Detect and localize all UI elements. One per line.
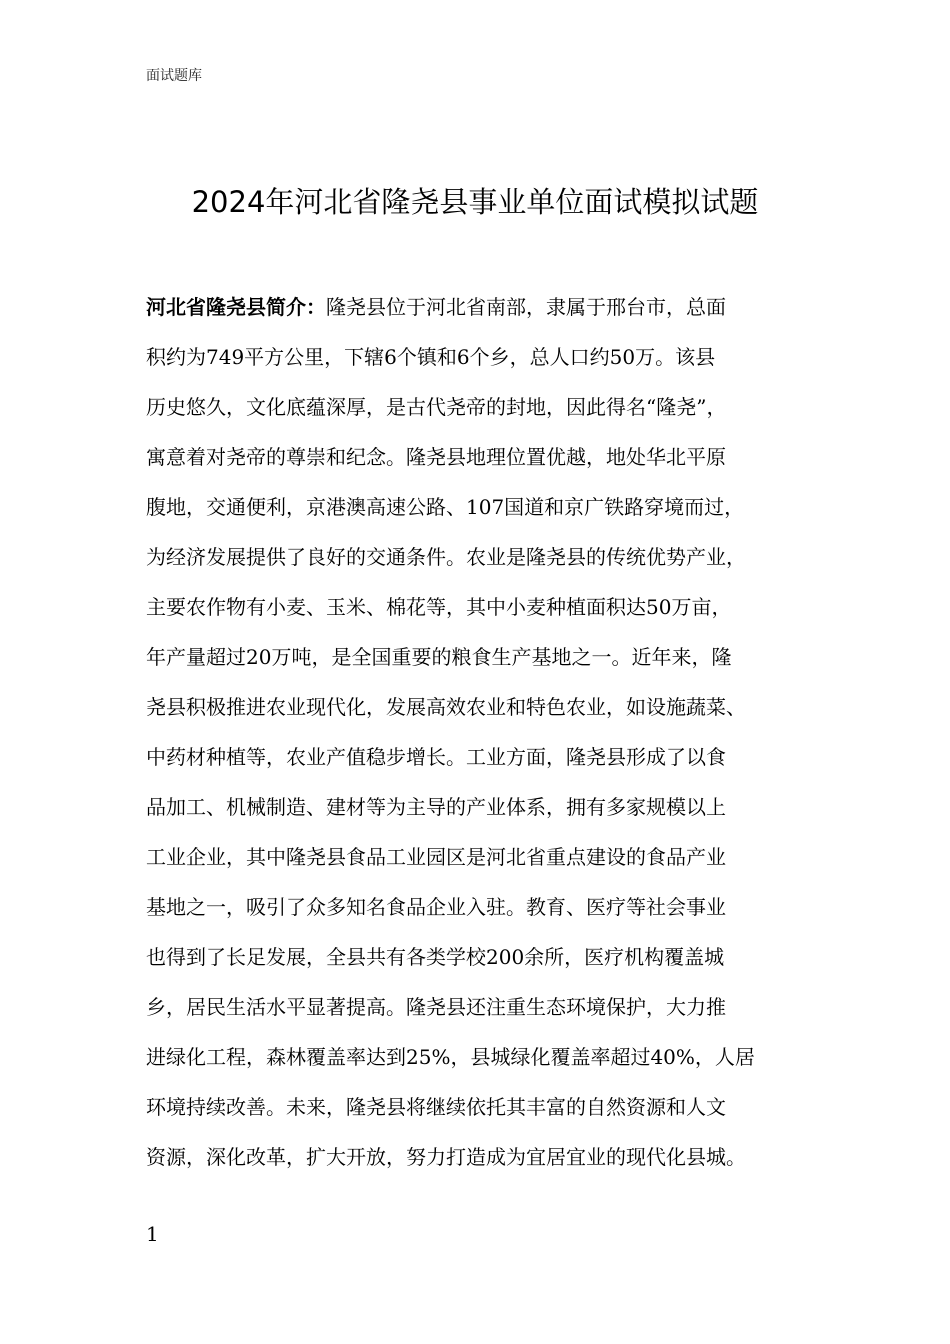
paragraph-line: 工业企业，其中隆尧县食品工业园区是河北省重点建设的食品产业 bbox=[146, 845, 726, 869]
page-header: 面试题库 bbox=[146, 68, 202, 84]
paragraph-line: 进绿化工程，森林覆盖率达到25%，县城绿化覆盖率超过40%，人居 bbox=[146, 1045, 755, 1069]
paragraph-line: 年产量超过20万吨，是全国重要的粮食生产基地之一。近年来，隆 bbox=[146, 645, 732, 669]
document-title: 2024年河北省隆尧县事业单位面试模拟试题 bbox=[191, 185, 759, 219]
paragraph-line-text: 隆尧县位于河北省南部，隶属于邢台市，总面 bbox=[326, 295, 726, 319]
paragraph-line bbox=[146, 282, 755, 332]
paragraph-line: 主要农作物有小麦、玉米、棉花等，其中小麦种植面积达50万亩， bbox=[146, 595, 732, 619]
paragraph-line: 积约为749平方公里，下辖6个镇和6个乡，总人口约50万。该县 bbox=[146, 345, 716, 369]
paragraph-line: 历史悠久，文化底蕴深厚，是古代尧帝的封地，因此得名“隆尧”， bbox=[146, 395, 727, 419]
paragraph-line: 环境持续改善。未来，隆尧县将继续依托其丰富的自然资源和人文 bbox=[146, 1095, 726, 1119]
paragraph-line: 腹地，交通便利，京港澳高速公路、107国道和京广铁路穿境而过， bbox=[146, 495, 745, 519]
page-number: 1 bbox=[146, 1222, 159, 1246]
paragraph-line: 也得到了长足发展，全县共有各类学校200余所，医疗机构覆盖城 bbox=[146, 945, 725, 969]
intro-paragraph bbox=[146, 282, 755, 1182]
paragraph-line: 基地之一，吸引了众多知名食品企业入驻。教育、医疗等社会事业 bbox=[146, 895, 726, 919]
paragraph-line: 中药材种植等，农业产值稳步增长。工业方面，隆尧县形成了以食 bbox=[146, 745, 726, 769]
paragraph-line: 尧县积极推进农业现代化，发展高效农业和特色农业，如设施蔬菜、 bbox=[146, 695, 746, 719]
paragraph-line: 资源，深化改革，扩大开放，努力打造成为宜居宜业的现代化县城。 bbox=[146, 1145, 746, 1169]
paragraph-line: 为经济发展提供了良好的交通条件。农业是隆尧县的传统优势产业， bbox=[146, 545, 746, 569]
paragraph-line: 品加工、机械制造、建材等为主导的产业体系，拥有多家规模以上 bbox=[146, 795, 726, 819]
intro-label: 河北省隆尧县简介： bbox=[146, 295, 326, 319]
paragraph-line: 寓意着对尧帝的尊崇和纪念。隆尧县地理位置优越，地处华北平原 bbox=[146, 445, 726, 469]
paragraph-line: 乡，居民生活水平显著提高。隆尧县还注重生态环境保护，大力推 bbox=[146, 995, 726, 1019]
